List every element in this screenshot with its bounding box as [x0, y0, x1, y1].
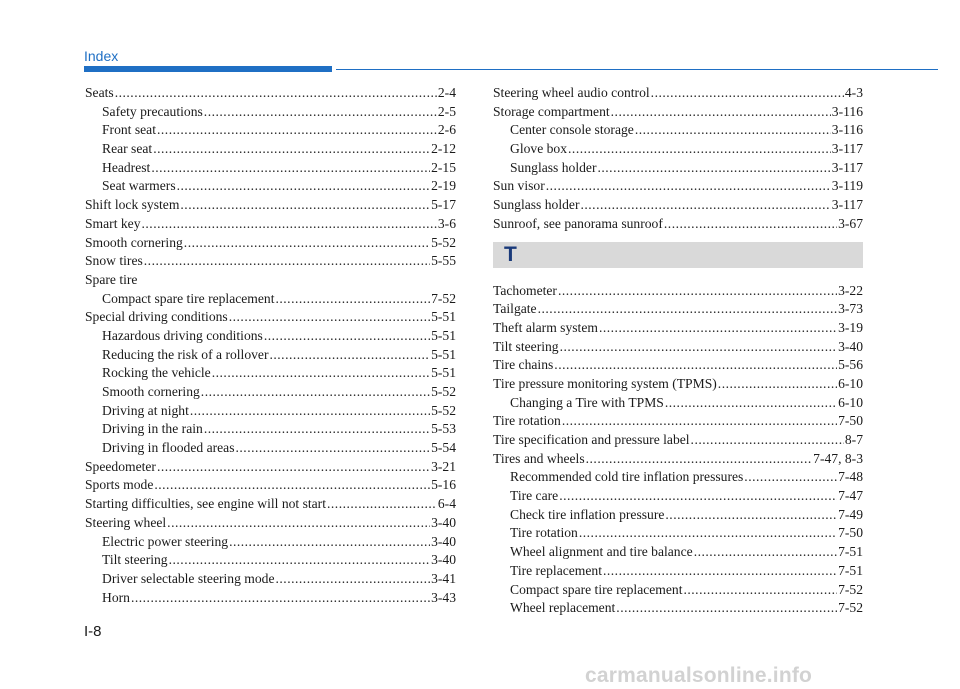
- dot-leader: [276, 570, 431, 589]
- index-entry: [493, 375, 863, 394]
- index-subentry: [85, 327, 456, 346]
- entry-term: Changing a Tire with TPMS: [510, 394, 664, 410]
- entry-term: Tire chains: [493, 357, 554, 373]
- entry-term: Sunglass holder: [493, 197, 580, 213]
- dot-leader: [559, 487, 837, 506]
- entry-term: Tachometer: [493, 282, 557, 298]
- entry-term: Driver selectable steering mode: [102, 570, 275, 586]
- entry-page-ref: 3-40: [431, 533, 456, 549]
- index-entry: [85, 476, 456, 495]
- index-subentry: [493, 524, 863, 543]
- entry-term: Seats: [85, 85, 114, 100]
- entry-term: Driving in flooded areas: [102, 440, 235, 456]
- entry-page-ref: 7-51: [838, 562, 863, 578]
- entry-term: Hazardous driving conditions: [102, 327, 263, 343]
- dot-leader: [167, 514, 430, 533]
- entry-term: Steering wheel: [85, 514, 167, 530]
- entry-page-ref: 3-41: [431, 570, 456, 586]
- entry-page-ref: 5-52: [431, 384, 456, 399]
- entry-page-ref: 3-67: [838, 215, 863, 231]
- index-entry: [493, 103, 863, 122]
- dot-leader: [694, 543, 837, 562]
- index-entry: [85, 271, 456, 290]
- entry-term: Rocking the vehicle: [102, 365, 211, 381]
- index-entry: [493, 450, 863, 469]
- dot-leader: [212, 364, 430, 383]
- index-entry: [493, 84, 863, 103]
- index-subentry: [85, 383, 456, 402]
- index-subentry: [85, 103, 456, 122]
- dot-leader: [177, 177, 430, 196]
- entry-term: Compact spare tire replacement: [510, 581, 683, 597]
- entry-page-ref: 7-49: [838, 506, 863, 522]
- dot-leader: [554, 356, 837, 375]
- entry-term: Tailgate: [493, 301, 537, 317]
- index-subentry: [85, 121, 456, 140]
- dot-leader: [229, 308, 430, 327]
- dot-leader: [599, 319, 837, 338]
- watermark: carmanualsonline.info: [585, 664, 813, 687]
- index-subentry: [493, 599, 863, 618]
- index-subentry: [85, 533, 456, 552]
- index-subentry: [493, 159, 863, 178]
- dot-leader: [603, 562, 837, 581]
- index-subentry: [493, 468, 863, 487]
- entry-term: Tilt steering: [102, 552, 168, 568]
- index-title: Index: [84, 48, 119, 64]
- dot-leader: [579, 524, 837, 543]
- dot-leader: [580, 196, 830, 215]
- dot-leader: [142, 215, 437, 234]
- dot-leader: [651, 84, 844, 103]
- dot-leader: [157, 458, 430, 477]
- entry-term: Smooth cornering: [102, 384, 200, 399]
- entry-term: Compact spare tire replacement: [102, 290, 275, 306]
- index-entry: [493, 431, 863, 450]
- entry-page-ref: 7-52: [838, 600, 863, 616]
- dot-leader: [190, 402, 430, 421]
- section-letter: T: [504, 242, 517, 266]
- dot-leader: [153, 140, 430, 159]
- entry-page-ref: 5-54: [431, 440, 456, 456]
- entry-page-ref: 2-19: [431, 178, 456, 194]
- entry-page-ref: 3-117: [831, 159, 863, 175]
- index-subentry: [85, 570, 456, 589]
- entry-term: Storage compartment: [493, 103, 610, 119]
- entry-page-ref: 5-16: [431, 477, 456, 493]
- entry-page-ref: 5-51: [431, 309, 456, 325]
- dot-leader: [562, 412, 837, 431]
- entry-term: Theft alarm system: [493, 319, 598, 335]
- entry-page-ref: 3-40: [431, 514, 456, 530]
- entry-page-ref: 3-116: [831, 103, 863, 119]
- dot-leader: [184, 234, 430, 253]
- dot-leader: [144, 252, 430, 271]
- index-subentry: [85, 346, 456, 365]
- index-entry: [85, 84, 456, 103]
- dot-leader: [269, 346, 430, 365]
- dot-leader: [546, 177, 831, 196]
- entry-term: Glove box: [510, 141, 568, 157]
- dot-leader: [683, 581, 837, 600]
- dot-leader: [201, 383, 430, 402]
- dot-leader: [691, 431, 844, 450]
- entry-page-ref: 7-50: [838, 413, 863, 429]
- entry-page-ref: 6-10: [838, 375, 863, 391]
- entry-term: Wheel replacement: [510, 600, 616, 616]
- index-entry: [85, 308, 456, 327]
- entry-page-ref: 3-6: [437, 215, 456, 231]
- entry-term: Center console storage: [510, 122, 634, 138]
- entry-term: Front seat: [102, 122, 156, 138]
- entry-term: Tire replacement: [510, 562, 602, 578]
- entry-term: Rear seat: [102, 141, 153, 157]
- entry-term: Sports mode: [85, 477, 154, 493]
- dot-leader: [131, 589, 430, 608]
- dot-leader: [538, 300, 837, 319]
- index-entry: [85, 252, 456, 271]
- entry-term: Tire specification and pressure label: [493, 432, 690, 447]
- entry-term: Spare tire: [85, 271, 138, 287]
- entry-page-ref: 7-50: [838, 525, 863, 541]
- entry-page-ref: 7-52: [838, 581, 863, 597]
- entry-term: Sun visor: [493, 178, 545, 194]
- entry-term: Headrest: [102, 159, 151, 175]
- header-rule-thin: [336, 69, 938, 70]
- index-subentry: [85, 551, 456, 570]
- entry-page-ref: 3-117: [831, 141, 863, 157]
- entry-term: Wheel alignment and tire balance: [510, 544, 693, 560]
- entry-page-ref: 3-43: [431, 589, 456, 605]
- entry-page-ref: 3-117: [831, 197, 863, 213]
- index-entry: [493, 300, 863, 319]
- index-subentry: [493, 121, 863, 140]
- entry-term: Tires and wheels: [493, 450, 585, 466]
- dot-leader: [568, 140, 831, 159]
- dot-leader: [665, 394, 837, 413]
- index-entry: [493, 412, 863, 431]
- entry-page-ref: 7-51: [838, 544, 863, 560]
- entry-term: Tire rotation: [493, 413, 561, 429]
- entry-term: Driving at night: [102, 402, 189, 418]
- dot-leader: [154, 476, 430, 495]
- entry-term: Reducing the risk of a rollover: [102, 346, 269, 362]
- dot-leader: [236, 439, 431, 458]
- entry-term: Seat warmers: [102, 178, 176, 194]
- index-entry: [493, 338, 863, 357]
- index-subentry: [85, 177, 456, 196]
- entry-page-ref: 2-6: [437, 122, 456, 138]
- dot-leader: [665, 506, 837, 525]
- page-number: I-8: [84, 623, 102, 640]
- index-subentry: [85, 364, 456, 383]
- dot-leader: [635, 121, 831, 140]
- index-entry: [85, 458, 456, 477]
- entry-page-ref: 8-7: [844, 432, 863, 447]
- entry-term: Safety precautions: [102, 103, 203, 119]
- dot-leader: [597, 159, 830, 178]
- entry-term: Check tire inflation pressure: [510, 506, 665, 522]
- entry-term: Shift lock system: [85, 197, 180, 213]
- entry-term: Horn: [102, 589, 130, 605]
- entry-page-ref: 2-5: [437, 103, 456, 119]
- entry-term: Electric power steering: [102, 533, 229, 549]
- entry-term: Steering wheel audio control: [493, 85, 650, 100]
- index-subentry: [85, 402, 456, 421]
- dot-leader: [264, 327, 430, 346]
- index-entry: [493, 177, 863, 196]
- index-entry: [493, 319, 863, 338]
- dot-leader: [151, 159, 430, 178]
- entry-page-ref: 7-48: [838, 469, 863, 485]
- dot-leader: [229, 533, 430, 552]
- entry-page-ref: 3-116: [831, 122, 863, 138]
- entry-page-ref: 5-56: [838, 357, 863, 373]
- dot-leader: [180, 196, 430, 215]
- index-entry: [493, 215, 863, 234]
- entry-term: Snow tires: [85, 253, 143, 269]
- entry-term: Sunroof, see panorama sunroof: [493, 215, 663, 231]
- entry-term: Smart key: [85, 215, 141, 231]
- entry-page-ref: 5-52: [431, 234, 456, 250]
- index-entry: [85, 514, 456, 533]
- entry-page-ref: 3-40: [431, 552, 456, 568]
- dot-leader: [616, 599, 837, 618]
- entry-page-ref: 7-47, 8-3: [813, 450, 863, 466]
- header-rule-thick: [84, 66, 332, 72]
- entry-page-ref: 4-3: [844, 85, 863, 100]
- entry-term: Tire pressure monitoring system (TPMS): [493, 375, 717, 391]
- entry-term: Recommended cold tire inflation pressures: [510, 469, 744, 485]
- entry-term: Tire rotation: [510, 525, 578, 541]
- entry-page-ref: 2-4: [437, 85, 456, 100]
- index-subentry: [85, 589, 456, 608]
- index-column-right: [493, 84, 863, 618]
- index-entry: [85, 215, 456, 234]
- index-subentry: [85, 159, 456, 178]
- dot-leader: [115, 84, 437, 103]
- index-subentry: [493, 543, 863, 562]
- entry-page-ref: 5-17: [431, 197, 456, 213]
- entry-page-ref: 3-40: [838, 338, 863, 354]
- index-entry: [85, 196, 456, 215]
- index-subentry: [85, 420, 456, 439]
- entry-page-ref: 6-10: [838, 394, 863, 410]
- dot-leader: [558, 282, 837, 301]
- dot-leader: [586, 450, 813, 469]
- dot-leader: [275, 290, 430, 309]
- entry-term: Smooth cornering: [85, 234, 183, 250]
- entry-page-ref: 2-12: [431, 141, 456, 157]
- entry-page-ref: 5-51: [431, 327, 456, 343]
- dot-leader: [327, 495, 437, 514]
- dot-leader: [560, 338, 837, 357]
- index-column-left: [85, 84, 456, 607]
- dot-leader: [204, 103, 437, 122]
- index-entry: [493, 282, 863, 301]
- section-letter-band: [493, 242, 863, 268]
- entry-page-ref: 3-119: [831, 178, 863, 194]
- entry-page-ref: 3-73: [838, 301, 863, 317]
- entry-page-ref: 3-22: [838, 282, 863, 298]
- index-subentry: [85, 290, 456, 309]
- index-entry: [493, 196, 863, 215]
- entry-page-ref: 7-47: [838, 488, 863, 504]
- entry-page-ref: 5-55: [431, 253, 456, 269]
- index-entry: [85, 234, 456, 253]
- entry-page-ref: 5-53: [431, 421, 456, 437]
- dot-leader: [611, 103, 831, 122]
- dot-leader: [664, 215, 837, 234]
- dot-leader: [744, 468, 837, 487]
- index-subentry: [493, 581, 863, 600]
- index-subentry: [85, 140, 456, 159]
- dot-leader: [204, 420, 430, 439]
- dot-leader: [157, 121, 437, 140]
- index-subentry: [85, 439, 456, 458]
- index-subentry: [493, 487, 863, 506]
- entry-term: Driving in the rain: [102, 421, 203, 437]
- entry-page-ref: 5-52: [431, 402, 456, 418]
- entry-page-ref: 3-19: [838, 319, 863, 335]
- index-subentry: [493, 140, 863, 159]
- index-subentry: [493, 394, 863, 413]
- entry-page-ref: 5-51: [431, 346, 456, 362]
- entry-page-ref: 6-4: [437, 496, 456, 512]
- index-entry: [85, 495, 456, 514]
- dot-leader: [718, 375, 837, 394]
- entry-term: Starting difficulties, see engine will not start: [85, 496, 326, 512]
- entry-page-ref: 7-52: [431, 290, 456, 306]
- entry-term: Special driving conditions: [85, 309, 228, 325]
- entry-page-ref: 2-15: [431, 159, 456, 175]
- entry-term: Tire care: [510, 488, 559, 504]
- index-s-entries: [493, 84, 863, 234]
- index-entry: [493, 356, 863, 375]
- entry-term: Speedometer: [85, 458, 156, 474]
- index-subentry: [493, 562, 863, 581]
- entry-term: Tilt steering: [493, 338, 559, 354]
- dot-leader: [169, 551, 430, 570]
- index-subentry: [493, 506, 863, 525]
- entry-page-ref: 5-51: [431, 365, 456, 381]
- entry-page-ref: 3-21: [431, 458, 456, 474]
- entry-term: Sunglass holder: [510, 159, 597, 175]
- index-t-entries: [493, 282, 863, 618]
